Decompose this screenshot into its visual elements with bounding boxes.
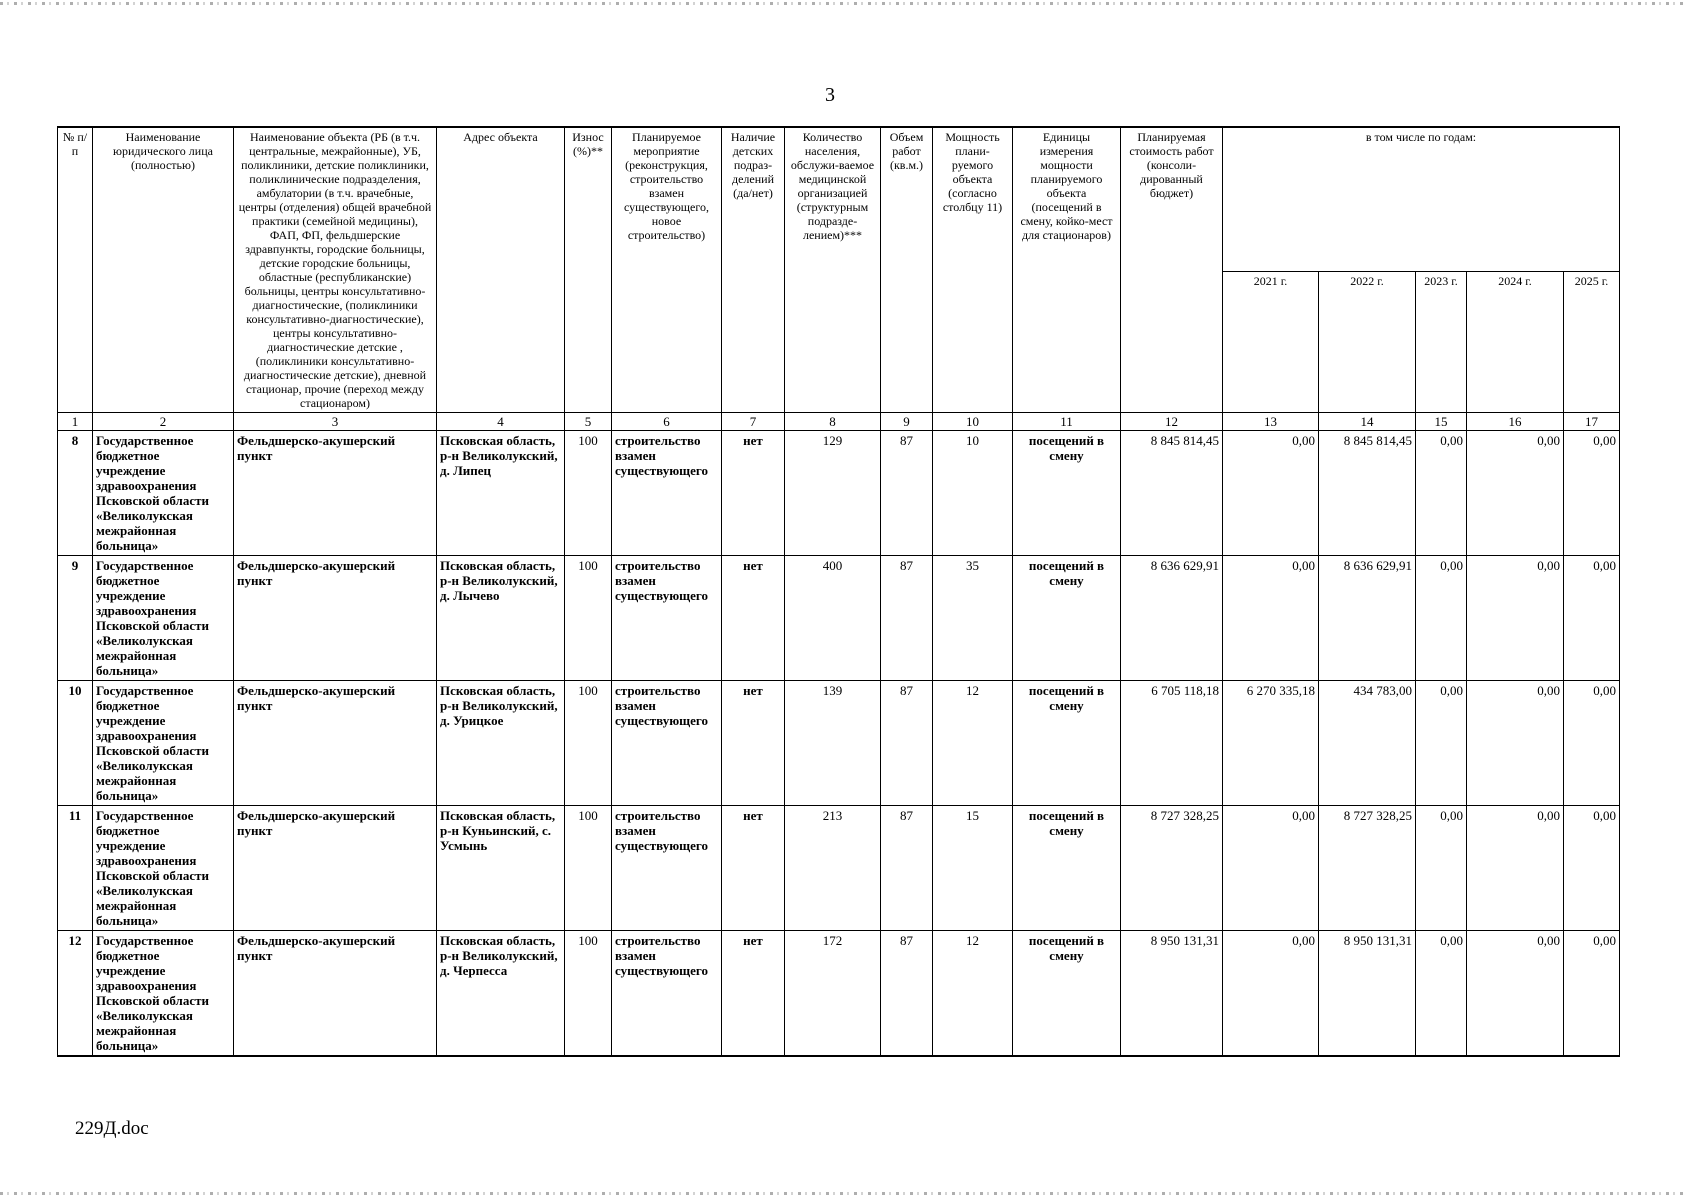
row-number: 9 <box>58 556 93 681</box>
column-number: 8 <box>785 413 881 431</box>
measure-cell: строительство взамен существующего <box>612 431 722 556</box>
address-cell: Псковская область, р-н Великолукский, д. Урицкое <box>437 681 565 806</box>
year-2024-cell: 0,00 <box>1467 806 1564 931</box>
header-capacity: Мощность плани-руемого объекта (согласно столбцу 11) <box>933 127 1013 413</box>
children-cell: нет <box>722 931 785 1057</box>
column-number: 4 <box>437 413 565 431</box>
column-number: 14 <box>1319 413 1416 431</box>
units-cell: посещений в смену <box>1013 806 1121 931</box>
year-2021-cell: 0,00 <box>1223 431 1319 556</box>
volume-cell: 87 <box>881 681 933 806</box>
column-number: 3 <box>234 413 437 431</box>
year-2025-cell: 0,00 <box>1564 806 1620 931</box>
row-number: 12 <box>58 931 93 1057</box>
cost-cell: 8 727 328,25 <box>1121 806 1223 931</box>
legal-entity-cell: Государственное бюджетное учреждение здравоохранения Псковской области «Великолукская межрайонная больница» <box>93 681 234 806</box>
header-cost: Планируемая стоимость работ (консоли-дированный бюджет) <box>1121 127 1223 413</box>
investment-table <box>57 126 1620 1057</box>
address-cell: Псковская область, р-н Великолукский, д. Черпесса <box>437 931 565 1057</box>
table-row <box>58 681 1620 806</box>
header-year-2024: 2024 г. <box>1467 272 1564 413</box>
year-2022-cell: 8 950 131,31 <box>1319 931 1416 1057</box>
header-population: Количество населения, обслужи-ваемое медицинской организацией (структурным подразде-лением)*** <box>785 127 881 413</box>
year-2025-cell: 0,00 <box>1564 431 1620 556</box>
header-volume: Объем работ (кв.м.) <box>881 127 933 413</box>
row-number: 10 <box>58 681 93 806</box>
header-address: Адрес объекта <box>437 127 565 413</box>
table-row <box>58 556 1620 681</box>
cost-cell: 6 705 118,18 <box>1121 681 1223 806</box>
column-numbers-row <box>58 413 1620 431</box>
children-cell: нет <box>722 556 785 681</box>
capacity-cell: 12 <box>933 681 1013 806</box>
year-2024-cell: 0,00 <box>1467 931 1564 1057</box>
year-2022-cell: 8 727 328,25 <box>1319 806 1416 931</box>
capacity-cell: 15 <box>933 806 1013 931</box>
wear-cell: 100 <box>565 556 612 681</box>
year-2025-cell: 0,00 <box>1564 931 1620 1057</box>
children-cell: нет <box>722 806 785 931</box>
object-cell: Фельдшерско-акушерский пункт <box>234 431 437 556</box>
units-cell: посещений в смену <box>1013 431 1121 556</box>
header-children: Наличие детских подраз-делений (да/нет) <box>722 127 785 413</box>
year-2021-cell: 0,00 <box>1223 931 1319 1057</box>
year-2024-cell: 0,00 <box>1467 431 1564 556</box>
units-cell: посещений в смену <box>1013 931 1121 1057</box>
object-cell: Фельдшерско-акушерский пункт <box>234 931 437 1057</box>
column-number: 6 <box>612 413 722 431</box>
column-number: 9 <box>881 413 933 431</box>
column-number: 2 <box>93 413 234 431</box>
year-2022-cell: 434 783,00 <box>1319 681 1416 806</box>
legal-entity-cell: Государственное бюджетное учреждение здравоохранения Псковской области «Великолукская межрайонная больница» <box>93 431 234 556</box>
wear-cell: 100 <box>565 681 612 806</box>
column-number: 1 <box>58 413 93 431</box>
wear-cell: 100 <box>565 431 612 556</box>
population-cell: 129 <box>785 431 881 556</box>
header-num: № п/п <box>58 127 93 413</box>
object-cell: Фельдшерско-акушерский пункт <box>234 806 437 931</box>
column-number: 15 <box>1416 413 1467 431</box>
header-row-1 <box>58 127 1620 272</box>
cost-cell: 8 845 814,45 <box>1121 431 1223 556</box>
table-row <box>58 806 1620 931</box>
year-2022-cell: 8 636 629,91 <box>1319 556 1416 681</box>
header-year-2023: 2023 г. <box>1416 272 1467 413</box>
legal-entity-cell: Государственное бюджетное учреждение здравоохранения Псковской области «Великолукская межрайонная больница» <box>93 556 234 681</box>
column-number: 11 <box>1013 413 1121 431</box>
population-cell: 400 <box>785 556 881 681</box>
units-cell: посещений в смену <box>1013 681 1121 806</box>
capacity-cell: 10 <box>933 431 1013 556</box>
year-2023-cell: 0,00 <box>1416 681 1467 806</box>
measure-cell: строительство взамен существующего <box>612 681 722 806</box>
volume-cell: 87 <box>881 931 933 1057</box>
capacity-cell: 35 <box>933 556 1013 681</box>
table-row <box>58 431 1620 556</box>
year-2023-cell: 0,00 <box>1416 806 1467 931</box>
children-cell: нет <box>722 681 785 806</box>
measure-cell: строительство взамен существующего <box>612 806 722 931</box>
volume-cell: 87 <box>881 806 933 931</box>
year-2023-cell: 0,00 <box>1416 431 1467 556</box>
header-legal-entity: Наименование юридического лица (полностью) <box>93 127 234 413</box>
wear-cell: 100 <box>565 931 612 1057</box>
address-cell: Псковская область, р-н Куньинский, с. Усмынь <box>437 806 565 931</box>
page-number: 3 <box>825 84 835 106</box>
capacity-cell: 12 <box>933 931 1013 1057</box>
children-cell: нет <box>722 431 785 556</box>
header-year-2022: 2022 г. <box>1319 272 1416 413</box>
address-cell: Псковская область, р-н Великолукский, д. Лычево <box>437 556 565 681</box>
year-2024-cell: 0,00 <box>1467 681 1564 806</box>
measure-cell: строительство взамен существующего <box>612 556 722 681</box>
population-cell: 172 <box>785 931 881 1057</box>
column-number: 12 <box>1121 413 1223 431</box>
year-2022-cell: 8 845 814,45 <box>1319 431 1416 556</box>
year-2021-cell: 0,00 <box>1223 556 1319 681</box>
header-wear: Износ (%)** <box>565 127 612 413</box>
address-cell: Псковская область, р-н Великолукский, д. Липец <box>437 431 565 556</box>
header-year-2021: 2021 г. <box>1223 272 1319 413</box>
year-2023-cell: 0,00 <box>1416 556 1467 681</box>
column-number: 13 <box>1223 413 1319 431</box>
object-cell: Фельдшерско-акушерский пункт <box>234 556 437 681</box>
year-2021-cell: 6 270 335,18 <box>1223 681 1319 806</box>
header-object: Наименование объекта (РБ (в т.ч. центральные, межрайонные), УБ, поликлиники, детские поликлиники, поликлинические подразделения, амбулатории (в т.ч. врачебные, центры (отделения) общей врачебной практики (семейной медицины), ФАП, ФП, фельдшерские здравпункты, городские больницы, детские городские больницы, областные (республиканские) больницы, центры консультативно-диагностические, (поликлиники консультативно-диагностические), центры консультативно-диагностические детские , (поликлиники консультативно-диагностические детские), дневной стационар, прочие (переход между стационаром) <box>234 127 437 413</box>
year-2023-cell: 0,00 <box>1416 931 1467 1057</box>
units-cell: посещений в смену <box>1013 556 1121 681</box>
column-number: 16 <box>1467 413 1564 431</box>
row-number: 11 <box>58 806 93 931</box>
footer-filename: 229Д.doc <box>75 1118 149 1139</box>
header-units: Единицы измерения мощности планируемого объекта (посещений в смену, койко-мест для стационаров) <box>1013 127 1121 413</box>
row-number: 8 <box>58 431 93 556</box>
header-years-group: в том числе по годам: <box>1223 127 1620 272</box>
volume-cell: 87 <box>881 556 933 681</box>
cost-cell: 8 950 131,31 <box>1121 931 1223 1057</box>
header-year-2025: 2025 г. <box>1564 272 1620 413</box>
year-2025-cell: 0,00 <box>1564 556 1620 681</box>
wear-cell: 100 <box>565 806 612 931</box>
object-cell: Фельдшерско-акушерский пункт <box>234 681 437 806</box>
measure-cell: строительство взамен существующего <box>612 931 722 1057</box>
year-2025-cell: 0,00 <box>1564 681 1620 806</box>
legal-entity-cell: Государственное бюджетное учреждение здравоохранения Псковской области «Великолукская межрайонная больница» <box>93 931 234 1057</box>
legal-entity-cell: Государственное бюджетное учреждение здравоохранения Псковской области «Великолукская межрайонная больница» <box>93 806 234 931</box>
population-cell: 139 <box>785 681 881 806</box>
cost-cell: 8 636 629,91 <box>1121 556 1223 681</box>
scan-edge-bottom <box>0 1192 1686 1195</box>
population-cell: 213 <box>785 806 881 931</box>
column-number: 10 <box>933 413 1013 431</box>
table-row <box>58 931 1620 1057</box>
column-number: 5 <box>565 413 612 431</box>
scan-edge-top <box>0 2 1686 5</box>
column-number: 17 <box>1564 413 1620 431</box>
column-number: 7 <box>722 413 785 431</box>
year-2024-cell: 0,00 <box>1467 556 1564 681</box>
volume-cell: 87 <box>881 431 933 556</box>
year-2021-cell: 0,00 <box>1223 806 1319 931</box>
header-measure: Планируемое мероприятие (реконструкция, строительство взамен существующего, новое строительство) <box>612 127 722 413</box>
